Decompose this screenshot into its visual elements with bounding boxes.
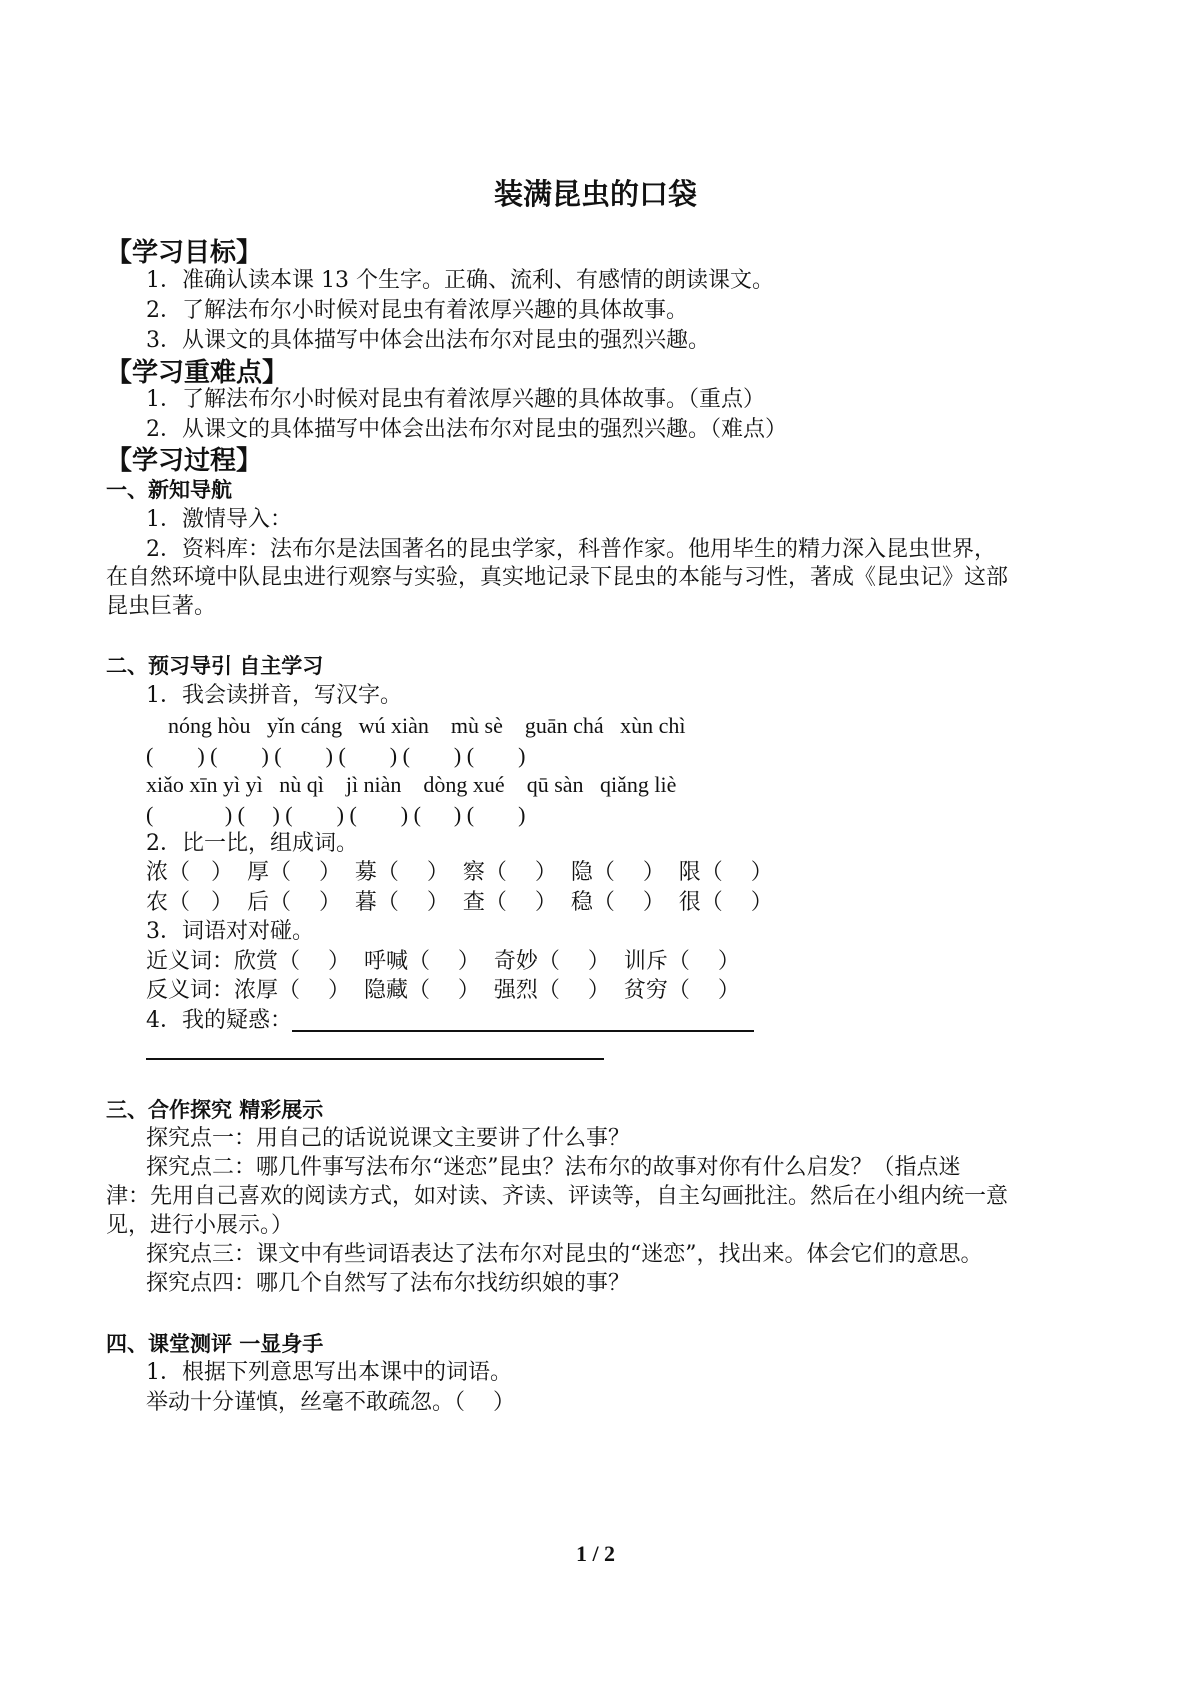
goal-item-3: 3．从课文的具体描写中体会出法布尔对昆虫的强烈兴趣。: [146, 328, 710, 353]
keypoints-heading: 【学习重难点】: [106, 358, 289, 388]
process-heading: 【学习过程】: [106, 446, 263, 476]
goals-heading: 【学习目标】: [106, 238, 263, 268]
compare-row-1[interactable]: 浓（ ） 厚（ ） 募（ ） 察（ ） 隐（ ） 限（ ）: [146, 860, 773, 885]
goal-item-2: 2．了解法布尔小时候对昆虫有着浓厚兴趣的具体故事。: [146, 298, 688, 323]
antonyms-row[interactable]: 反义词：浓厚（ ） 隐藏（ ） 强烈（ ） 贫穷（ ）: [146, 978, 740, 1003]
blank-row-1[interactable]: ( ) ( ) ( ) ( ) ( ) ( ): [146, 743, 526, 768]
section-2-question-1: 1．我会读拼音，写汉字。: [146, 683, 402, 708]
section-4-question-1: 1．根据下列意思写出本课中的词语。: [146, 1360, 512, 1385]
answer-line-1[interactable]: [292, 1030, 754, 1032]
synonyms-row[interactable]: 近义词：欣赏（ ） 呼喊（ ） 奇妙（ ） 训斥（ ）: [146, 949, 740, 974]
explore-point-4: 探究点四：哪几个自然写了法布尔找纺织娘的事？: [146, 1271, 631, 1296]
explore-point-1: 探究点一：用自己的话说说课文主要讲了什么事？: [146, 1126, 631, 1151]
page-number: 1 / 2: [575, 1541, 616, 1566]
section-2-question-2: 2．比一比，组成词。: [146, 831, 358, 856]
compare-row-2[interactable]: 农（ ） 后（ ） 暮（ ） 查（ ） 稳（ ） 很（ ）: [146, 890, 773, 915]
section-1-item-1: 1．激情导入：: [146, 507, 292, 532]
section-1-title: 一、新知导航: [106, 478, 232, 502]
pinyin-row-2: xiǎo xīn yì yì nù qì jì niàn dòng xué qū sàn qiǎng liè: [146, 772, 677, 797]
section-1-item-2-line-2: 在自然环境中队昆虫进行观察与实验，真实地记录下昆虫的本能与习性，著成《昆虫记》这部: [106, 565, 1009, 590]
explore-point-3: 探究点三：课文中有些词语表达了法布尔对昆虫的“迷恋”，找出来。体会它们的意思。: [146, 1242, 983, 1267]
section-2-question-4: 4．我的疑惑：: [146, 1008, 292, 1033]
section-3-title: 三、合作探究 精彩展示: [106, 1098, 324, 1122]
explore-point-2-line-3: 见，进行小展示。）: [106, 1213, 294, 1238]
blank-row-2[interactable]: ( ) ( ) ( ) ( ) ( ) ( ): [146, 802, 526, 827]
section-2-question-3: 3．词语对对碰。: [146, 919, 314, 944]
pinyin-row-1: nóng hòu yǐn cáng wú xiàn mù sè guān chá xùn chì: [168, 713, 686, 738]
section-4-question-1-item[interactable]: 举动十分谨慎，丝毫不敢疏忽。（ ）: [146, 1390, 515, 1415]
page-title: 装满昆虫的口袋: [493, 177, 697, 211]
goal-item-1: 1．准确认读本课 13 个生字。正确、流利、有感情的朗读课文。: [146, 268, 774, 293]
keypoint-item-1: 1．了解法布尔小时候对昆虫有着浓厚兴趣的具体故事。（重点）: [146, 387, 765, 412]
section-4-title: 四、课堂测评 一显身手: [106, 1332, 324, 1356]
explore-point-2-line-2: 津：先用自己喜欢的阅读方式，如对读、齐读、评读等，自主勾画批注。然后在小组内统一意: [106, 1184, 1009, 1209]
section-2-title: 二、预习导引 自主学习: [106, 654, 324, 678]
section-1-item-2-line-3: 昆虫巨著。: [106, 594, 217, 619]
answer-line-2[interactable]: [146, 1058, 604, 1060]
section-1-item-2-line-1: 2．资料库：法布尔是法国著名的昆虫学家，科普作家。他用毕生的精力深入昆虫世界，: [146, 537, 996, 562]
explore-point-2-line-1: 探究点二：哪几件事写法布尔“迷恋”昆虫？法布尔的故事对你有什么启发？（指点迷: [146, 1155, 961, 1180]
keypoint-item-2: 2．从课文的具体描写中体会出法布尔对昆虫的强烈兴趣。（难点）: [146, 417, 787, 442]
